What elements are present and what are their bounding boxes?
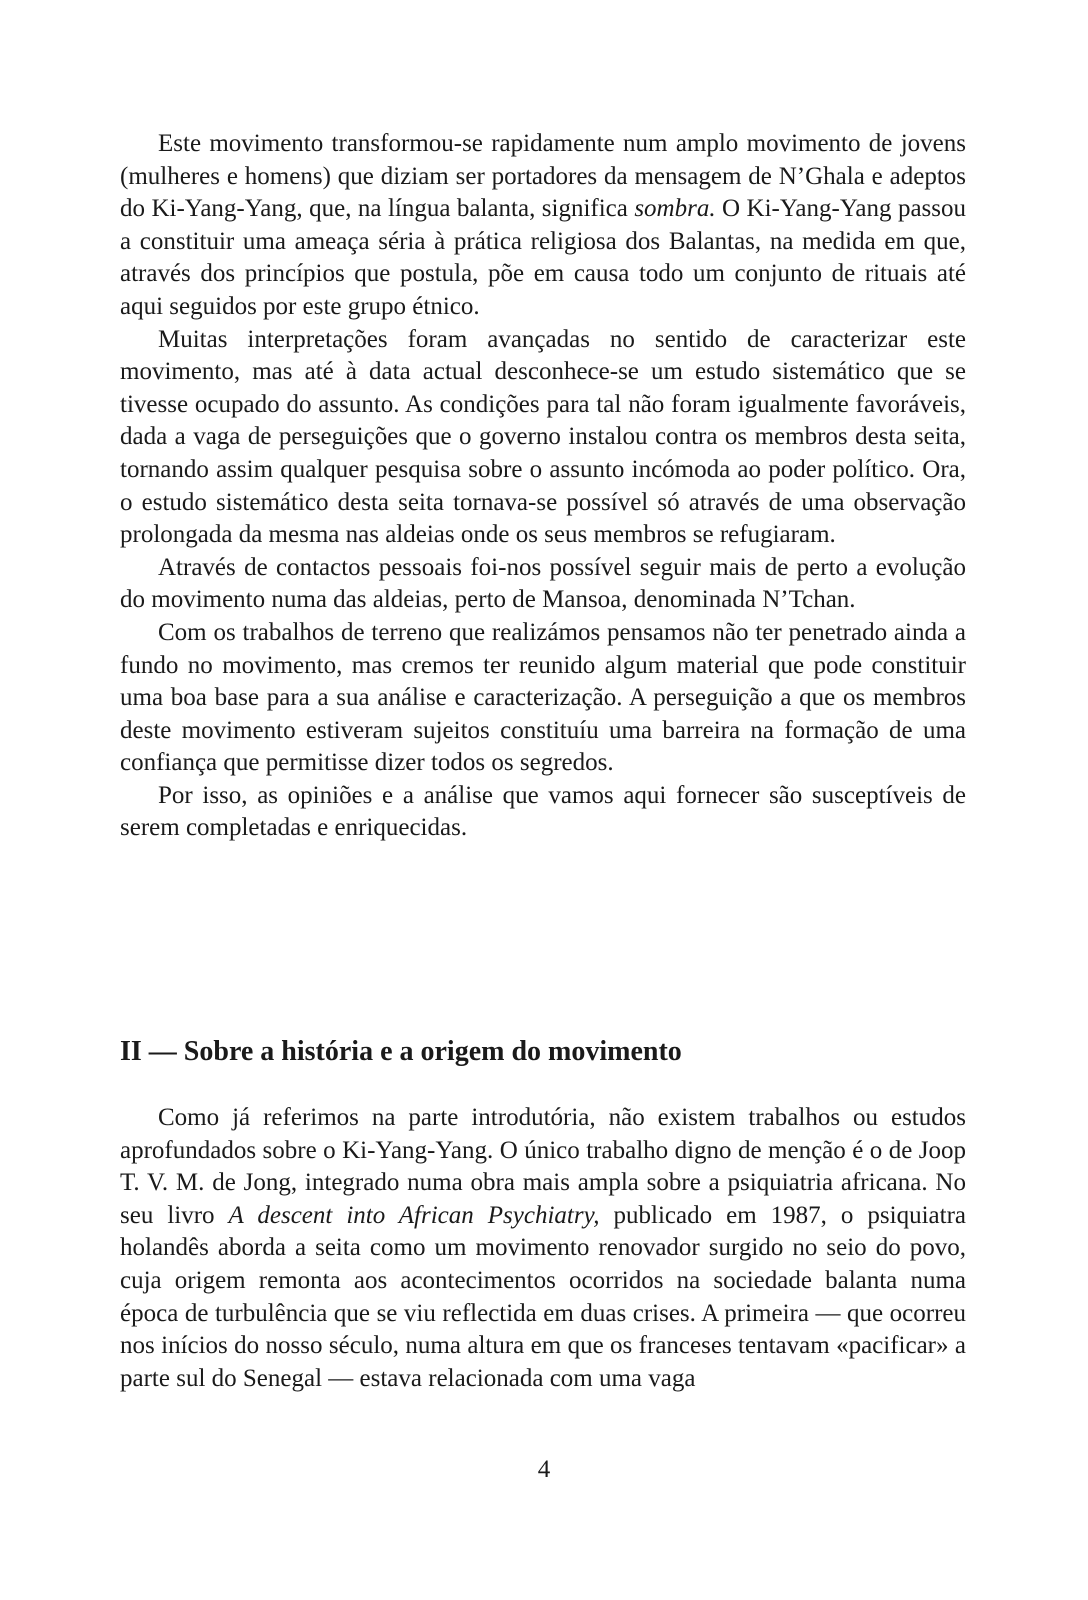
- page-number: 4: [537, 1456, 551, 1483]
- book-title: A descent into African Psychiatry,: [228, 1201, 600, 1229]
- section-paragraph-text-start: Como já referimos na parte introdutória, não existem trabalhos ou estudos aprofundados sobre o Ki-Yang-Yang. O único trabalho digno de menção é o de Joop T. V. M. de Jong, integrado numa obra mais ampla sobre a psiquiatria africana. No seu livro: [120, 1104, 966, 1229]
- paragraph-3: Através de contactos pessoais foi-nos possível seguir mais de perto a evolução do movimento numa das aldeias, perto de Mansoa, denominada N’Tchan.: [120, 553, 966, 614]
- section-body: [120, 1102, 966, 1395]
- paragraph-1-text-end: O Ki-Yang-Yang passou a constituir uma ameaça séria à prática religiosa dos Balantas, na medida em que, através dos princípios que postula, põe em causa todo um conjunto de rituais até aqui seguidos por este grupo étnico.: [120, 195, 966, 320]
- section-heading: II — Sobre a história e a origem do movimento: [120, 1036, 682, 1067]
- paragraph-5: Por isso, as opiniões e a análise que vamos aqui fornecer são susceptíveis de serem completadas e enriquecidas.: [120, 781, 966, 842]
- paragraph-2: Muitas interpretações foram avançadas no sentido de caracterizar este movimento, mas até à data actual desconhece-se um estudo sistemático que se tivesse ocupado do assunto. As condições para tal não foram igualmente favoráveis, dada a vaga de perseguições que o governo instalou contra os membros desta seita, tornando assim qualquer pesquisa sobre o assunto incómoda ao poder político. Ora, o estudo sistemático desta seita tornava-se possível só através de uma observação prolongada da mesma nas aldeias onde os seus membros se refugiaram.: [120, 325, 966, 549]
- section-paragraph-text-end: publicado em 1987, o psiquiatra holandês aborda a seita como um movimento renovador surgido no seio do povo, cuja origem remonta aos acontecimentos ocorridos na sociedade balanta numa época de turbulência que se viu reflectida em duas crises. A primeira — que ocorreu nos inícios do nosso século, numa altura em que os franceses tentavam «pacificar» a parte sul do Senegal — estava relacionada com uma vaga: [120, 1201, 966, 1392]
- paragraph-1: [120, 128, 966, 324]
- paragraph-1-italic-term: sombra.: [634, 195, 716, 223]
- main-text: [120, 128, 966, 845]
- paragraph-4: Com os trabalhos de terreno que realizámos pensamos não ter penetrado ainda a fundo no movimento, mas cremos ter reunido algum material que pode constituir uma boa base para a sua análise e caracterização. A perseguição a que os membros deste movimento estiveram sujeitos constituíu uma barreira na formação de uma confiança que permitisse dizer todos os segredos.: [120, 618, 966, 777]
- paragraph-1-text-start: Este movimento transformou-se rapidamente num amplo movimento de jovens (mulheres e homens) que diziam ser portadores da mensagem de N’Ghala e adeptos do Ki-Yang-Yang, que, na língua balanta, significa: [120, 130, 966, 223]
- section-paragraph: [120, 1102, 966, 1395]
